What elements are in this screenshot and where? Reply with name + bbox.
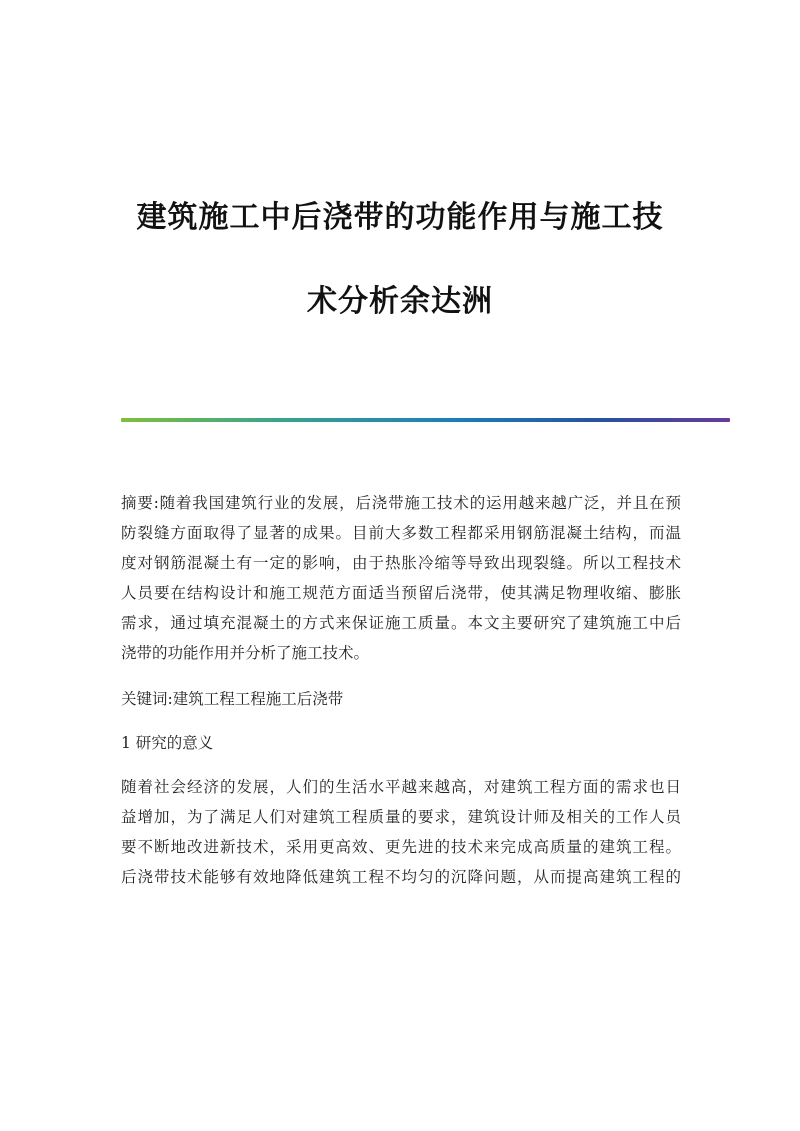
abstract-line: 摘要:随着我国建筑行业的发展，后浇带施工技术的运用越来越广泛，并且在预 — [121, 494, 681, 512]
title-divider — [121, 418, 730, 422]
document-body — [121, 488, 681, 892]
section-line: 后浇带技术能够有效地降低建筑工程不均匀的沉降问题，从而提高建筑工程的 — [121, 868, 681, 886]
abstract-line: 度对钢筋混凝土有一定的影响，由于热胀冷缩等导致出现裂缝。所以工程技术 — [121, 554, 681, 572]
section-line: 要不断地改进新技术，采用更高效、更先进的技术来完成高质量的建筑工程。 — [121, 838, 681, 856]
section-line: 益增加，为了满足人们对建筑工程质量的要求，建筑设计师及相关的工作人员 — [121, 808, 681, 826]
abstract-line: 人员要在结构设计和施工规范方面适当预留后浇带，使其满足物理收缩、膨胀 — [121, 584, 681, 602]
abstract-line: 浇带的功能作用并分析了施工技术。 — [121, 644, 370, 662]
section-paragraph — [121, 772, 681, 892]
document-title-line-1: 建筑施工中后浇带的功能作用与施工技 — [136, 200, 664, 235]
section-line: 随着社会经济的发展，人们的生活水平越来越高，对建筑工程方面的需求也日 — [121, 778, 681, 796]
section-heading: 1 研究的意义 — [121, 734, 214, 752]
keywords-line: 关键词:建筑工程工程施工后浇带 — [121, 690, 344, 708]
document-title-line-2: 术分析余达洲 — [307, 284, 493, 319]
abstract-line: 防裂缝方面取得了显著的成果。目前大多数工程都采用钢筋混凝土结构，而温 — [121, 524, 681, 542]
abstract-line: 需求，通过填充混凝土的方式来保证施工质量。本文主要研究了建筑施工中后 — [121, 614, 681, 632]
abstract-paragraph — [121, 488, 681, 668]
